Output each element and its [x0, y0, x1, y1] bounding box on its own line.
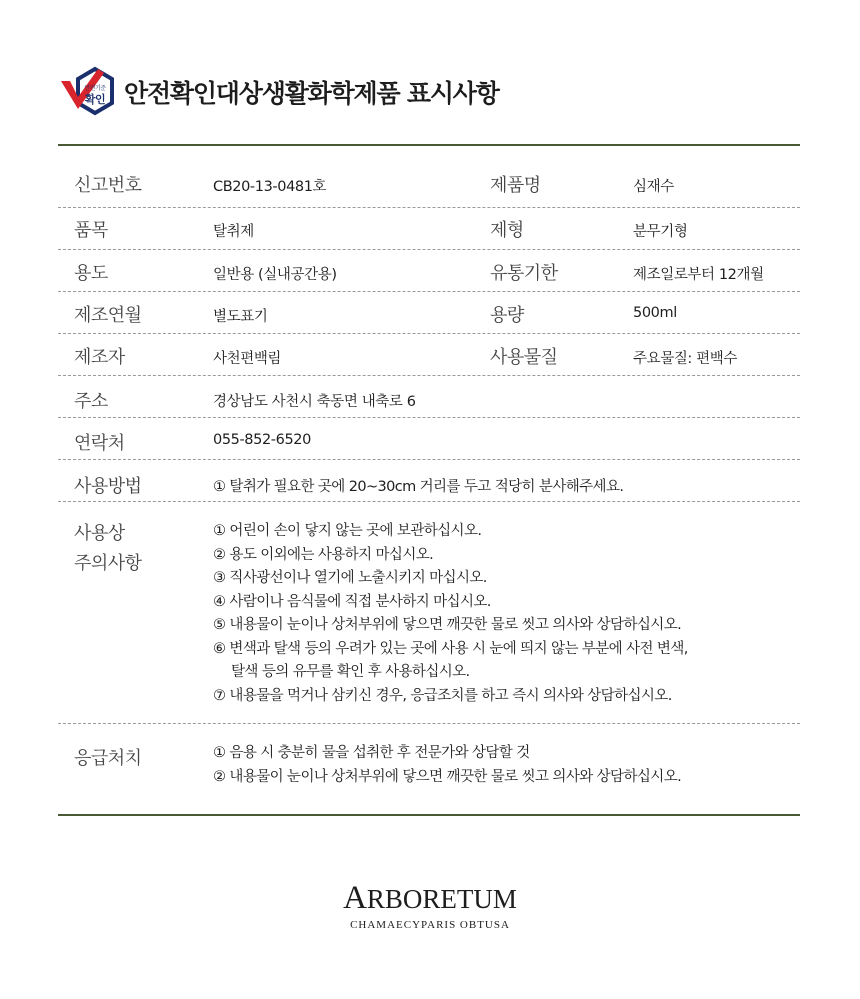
info-row-cautions — [58, 501, 800, 724]
info-row-address — [58, 375, 800, 418]
label-product-name: 제품명 — [490, 175, 541, 196]
brand-name-rest: RBORETUM — [366, 884, 517, 914]
value-product-name: 심재수 — [633, 179, 674, 195]
caution-item: ② 용도 이외에는 사용하지 마십시오. — [213, 546, 434, 563]
label-manufacturer: 제조자 — [74, 347, 125, 368]
label-report-number: 신고번호 — [74, 175, 142, 196]
caution-item: ⑤ 내용물이 눈이나 상처부위에 닿으면 깨끗한 물로 씻고 의사와 상담하십시오. — [213, 617, 682, 633]
label-cautions-line2: 주의사항 — [74, 553, 142, 574]
bottom-divider — [58, 814, 800, 816]
info-row-category — [58, 207, 800, 250]
value-contact: 055-852-6520 — [213, 432, 311, 448]
label-expiry: 유통기한 — [490, 263, 558, 284]
value-manufacturer: 사천편백림 — [213, 351, 282, 367]
brand-name-initial: A — [343, 880, 367, 916]
info-row-contact — [58, 417, 800, 460]
label-cautions — [74, 519, 142, 579]
value-form: 분무기형 — [633, 224, 688, 240]
value-address: 경상남도 사천시 축동면 내축로 6 — [213, 394, 416, 410]
page-title: 안전확인대상생활화학제품 표시사항 — [124, 79, 499, 108]
value-category: 탈취제 — [213, 224, 254, 240]
label-first-aid: 응급처치 — [74, 748, 142, 769]
first-aid-list — [213, 742, 681, 789]
label-substance: 사용물질 — [490, 347, 558, 368]
label-contact: 연락처 — [74, 433, 125, 454]
first-aid-item: ① 음용 시 충분히 물을 섭취한 후 전문가와 상담할 것 — [213, 745, 530, 761]
info-row-report-number — [58, 146, 800, 208]
value-volume: 500ml — [633, 305, 677, 321]
info-row-first-aid — [58, 723, 800, 813]
first-aid-item: ② 내용물이 눈이나 상처부위에 닿으면 깨끗한 물로 씻고 의사와 상담하십시오. — [213, 768, 682, 785]
caution-item-continued: 탈색 등의 유무를 확인 후 사용하십시오. — [231, 664, 470, 680]
label-usage: 용도 — [74, 263, 108, 284]
info-row-usage — [58, 249, 800, 292]
badge-small-text: 안전기준 — [84, 85, 106, 92]
badge-big-text: 확인 — [84, 93, 106, 106]
label-category: 품목 — [74, 220, 108, 241]
value-report-number: CB20-13-0481호 — [213, 179, 327, 195]
safety-check-badge-icon — [58, 63, 116, 121]
value-expiry: 제조일로부터 12개월 — [633, 267, 764, 283]
caution-item: ④ 사람이나 음식물에 직접 분사하지 마십시오. — [213, 593, 491, 610]
label-manufacture-date: 제조연월 — [74, 305, 142, 326]
value-usage: 일반용 (실내공간용) — [213, 267, 337, 283]
info-row-manufacturer — [58, 333, 800, 376]
caution-item: ① 어린이 손이 닿지 않는 곳에 보관하십시오. — [213, 523, 482, 539]
info-row-directions — [58, 459, 800, 502]
value-directions: ① 탈취가 필요한 곳에 20~30cm 거리를 두고 적당히 분사해주세요. — [213, 479, 624, 495]
value-manufacture-date: 별도표기 — [213, 309, 268, 325]
caution-item: ⑦ 내용물을 먹거나 삼키신 경우, 응급조치를 하고 즉시 의사와 상담하십시오. — [213, 687, 672, 704]
label-cautions-line1: 사용상 — [74, 523, 125, 544]
label-address: 주소 — [74, 391, 108, 412]
label-directions: 사용방법 — [74, 476, 142, 497]
brand-subtitle: CHAMAECYPARIS OBTUSA — [350, 919, 510, 931]
brand-name — [0, 878, 860, 919]
header — [58, 62, 499, 122]
brand-logo — [0, 878, 860, 931]
caution-item: ⑥ 변색과 탈색 등의 우려가 있는 곳에 사용 시 눈에 띄지 않는 부분에 사전 변색, — [213, 640, 688, 657]
label-form: 제형 — [490, 220, 524, 241]
caution-list — [213, 520, 688, 708]
caution-item: ③ 직사광선이나 열기에 노출시키지 마십시오. — [213, 570, 487, 586]
value-substance: 주요물질: 편백수 — [633, 351, 737, 367]
info-row-manufacture-date — [58, 291, 800, 334]
label-volume: 용량 — [490, 305, 524, 326]
